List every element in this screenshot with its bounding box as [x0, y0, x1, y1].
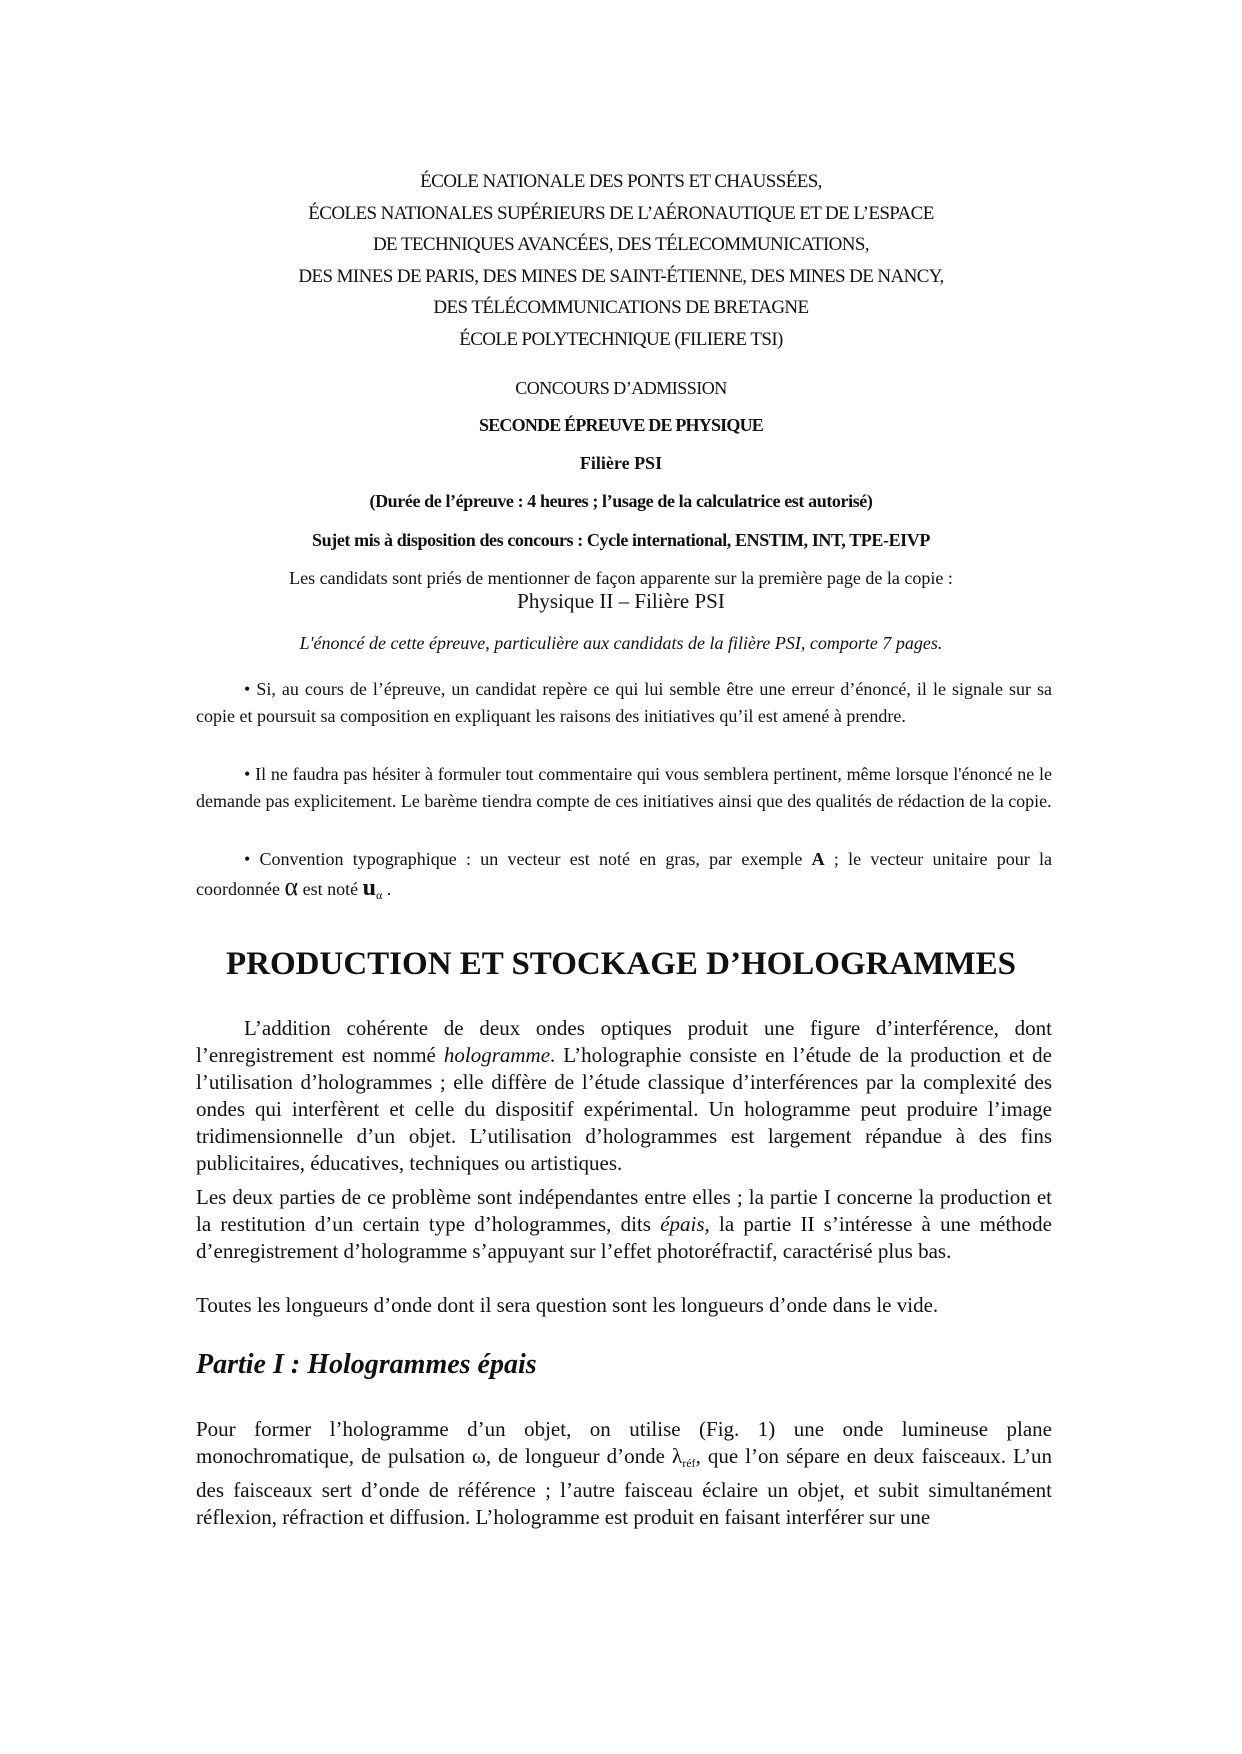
lambda-symbol: λ [672, 1444, 683, 1468]
part1-title: Partie I : Hologrammes épais [196, 1349, 537, 1380]
mention-instruction: Les candidats sont priés de mentionner de façon apparente sur la première page de la copie : [289, 568, 953, 588]
school-line: ÉCOLES NATIONALES SUPÉRIEURS DE L’AÉRONAUTIQUE ET DE L’ESPACE [308, 202, 934, 224]
sujet-note: Sujet mis à disposition des concours : Cycle international, ENSTIM, INT, TPE-EIVP [312, 530, 930, 550]
unit-vector-symbol: u [362, 875, 376, 901]
epreuve-title: SECONDE ÉPREUVE DE PHYSIQUE [479, 415, 763, 435]
copie-title: Physique II – Filière PSI [517, 589, 725, 613]
school-list [0, 166, 1242, 355]
enonce-note: L'énoncé de cette épreuve, particulière aux candidats de la filière PSI, comporte 7 pages. [299, 633, 943, 653]
school-line: DES TÉLÉCOMMUNICATIONS DE BRETAGNE [433, 297, 809, 318]
problem-title: PRODUCTION ET STOCKAGE D’HOLOGRAMMES [226, 946, 1016, 982]
concours-label: CONCOURS D’ADMISSION [515, 378, 727, 398]
vector-example: A [811, 849, 825, 869]
instruction-bullet-comments: • Il ne faudra pas hésiter à formuler tout commentaire qui vous semblera pertinent, même lorsque l'énoncé ne le demande pas explicitement. Le barème tiendra compte de ces initiatives ainsi que des qualités de rédaction de la copie. [196, 764, 1052, 811]
alpha-symbol: α [284, 872, 299, 901]
duree-note: (Durée de l’épreuve : 4 heures ; l’usage de la calculatrice est autorisé) [369, 491, 873, 511]
instruction-bullet-errors: • Si, au cours de l’épreuve, un candidat repère ce qui lui semble être une erreur d’énoncé, il le signale sur sa copie et poursuit sa composition en expliquant les raisons des initiatives qu’il est amené à prendre. [196, 679, 1052, 726]
parts-overview-paragraph: Les deux parties de ce problème sont indépendantes entre elles ; la partie I concerne la production et la restitution d’un certain type d’hologrammes, dits épais, la partie II s’intéresse à une méthode d’enregistrement d’hologramme s’appuyant sur l’effet photoréfractif, caractérisé plus bas. [196, 1185, 1052, 1263]
wavelength-note: Toutes les longueurs d’onde dont il sera question sont les longueurs d’onde dans le vide. [196, 1293, 939, 1317]
school-line: ÉCOLE POLYTECHNIQUE (FILIERE TSI) [459, 328, 783, 350]
school-line: ÉCOLE NATIONALE DES PONTS ET CHAUSSÉES, [420, 171, 822, 192]
part1-paragraph: Pour former l’hologramme d’un objet, on utilise (Fig. 1) une onde lumineuse plane monochromatique, de pulsation ω, de longueur d’onde $\lambda_{réf}$, que l’on sépare en deux faisceaux. L’un des faisceaux sert d’onde de référence ; l’autre faisceau éclaire un objet, et subit simultanément réflexion, réfraction et diffusion. L’hologramme est produit en faisant interférer sur une [196, 1417, 1052, 1529]
school-line: DE TECHNIQUES AVANCÉES, DES TÉLECOMMUNICATIONS, [372, 234, 870, 255]
filiere-label: Filière PSI [579, 453, 663, 473]
intro-paragraph: L’addition cohérente de deux ondes optiques produit une figure d’interférence, dont l’enregistrement est nommé hologramme. L’holographie consiste en l’étude de la production et de l’utilisation d’hologrammes ; elle diffère de l’étude classique d’interférences par la complexité des ondes qui interfèrent et celle du dispositif expérimental. Un hologramme peut produire l’image tridimensionnelle d’un objet. L’utilisation d’hologrammes est largement répandue à des fins publicitaires, éducatives, techniques ou artistiques. [196, 1016, 1052, 1175]
instruction-bullet-typography: • Convention typographique : un vecteur est noté en gras, par exemple A ; le vecteur unitaire pour la coordonnée α est noté $u_\alpha$ . [196, 849, 1052, 902]
school-line: DES MINES DE PARIS, DES MINES DE SAINT-ÉTIENNE, DES MINES DE NANCY, [298, 265, 944, 287]
